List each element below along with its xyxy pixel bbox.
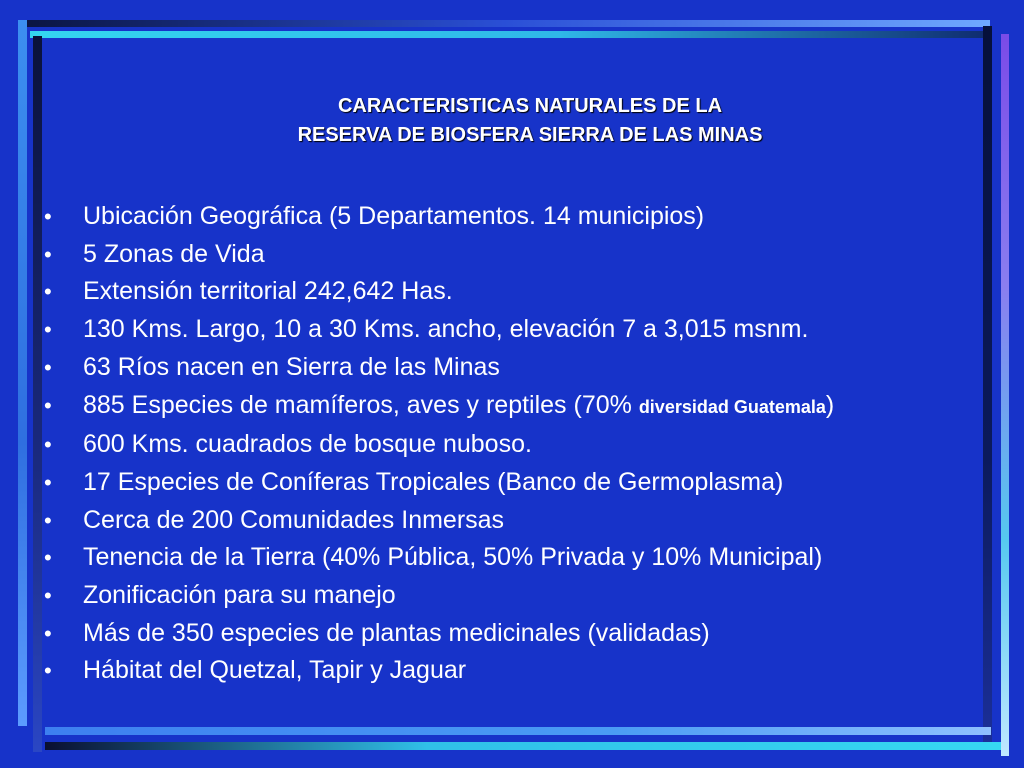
bullet-item: • Hábitat del Quetzal, Tapir y Jaguar [44,652,974,690]
bullet-emphasis: diversidad Guatemala [638,396,826,417]
bullet-text-end: ) [825,390,835,419]
bullet-item: • Tenencia de la Tierra (40% Pública, 50% Privada y 10% Municipal) [44,539,974,577]
slide-title [0,92,1024,150]
bullet-item: • 5 Zonas de Vida [44,236,974,274]
frame-bottom-stripe-inner [45,727,991,735]
frame-bottom-stripe-outer [45,742,1001,750]
bullet-text: 885 Especies de mamíferos, aves y reptiles (70% [83,390,639,419]
bullet-item: • Ubicación Geográfica (5 Departamentos. 14 municipios) [44,198,974,236]
bullet-item: • Extensión territorial 242,642 Has. [44,273,974,311]
bullet-item: • 600 Kms. cuadrados de bosque nuboso. [44,426,974,464]
bullet-item: • 17 Especies de Coníferas Tropicales (Banco de Germoplasma) [44,464,974,502]
bullet-item: • Cerca de 200 Comunidades Inmersas [44,502,974,540]
frame-top-stripe-inner [30,31,992,38]
bullet-item: • 130 Kms. Largo, 10 a 30 Kms. ancho, elevación 7 a 3,015 msnm. [44,311,974,349]
bullet-item: • Zonificación para su manejo [44,577,974,615]
bullet-item: • Más de 350 especies de plantas medicinales (validadas) [44,615,974,653]
title-line-2: RESERVA DE BIOSFERA SIERRA DE LAS MINAS [297,124,763,146]
bullet-list [44,198,974,690]
frame-top-stripe-outer [18,20,990,27]
bullet-item: • 63 Ríos nacen en Sierra de las Minas [44,349,974,387]
bullet-item [44,387,974,427]
title-line-1: CARACTERISTICAS NATURALES DE LA [337,95,723,117]
